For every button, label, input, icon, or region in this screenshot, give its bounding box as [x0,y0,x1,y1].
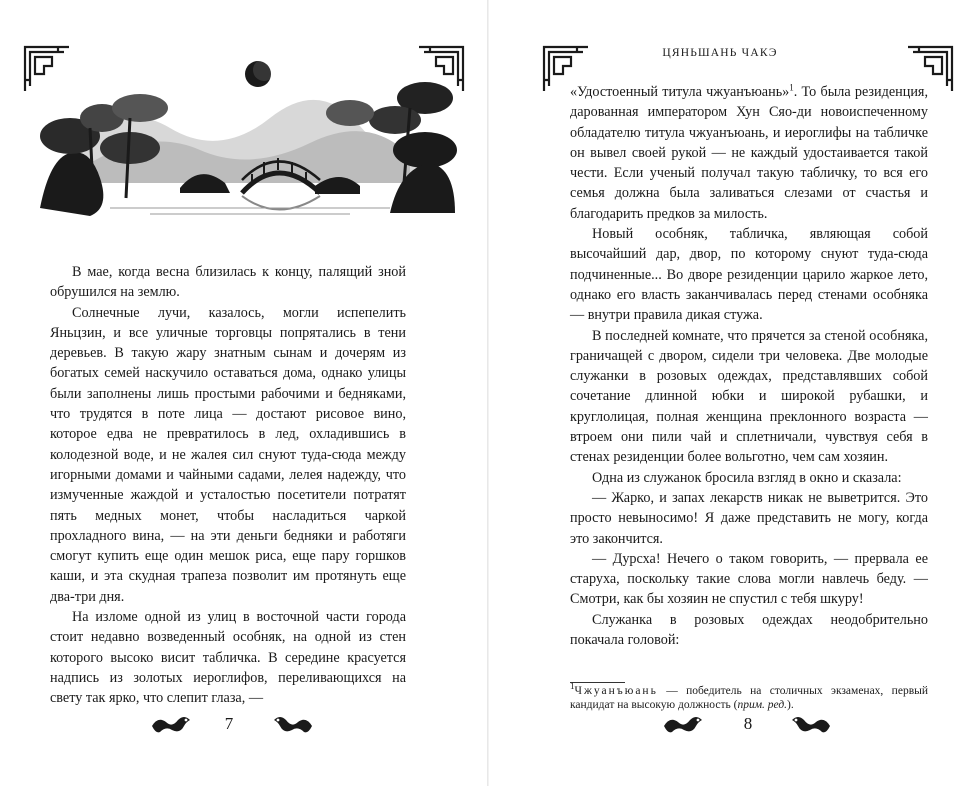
tree-icon [40,94,168,216]
right-page-text [570,82,928,650]
paragraph: В мае, когда весна близилась к концу, палящий зной обрушился на землю. [50,264,406,301]
footnote-note: прим. ред. [737,699,788,711]
paragraph: На изломе одной из улиц в восточной части города стоит недавно возведенный особняк, на одной из стен которого высоко висит табличка. В середине красуется надпись из золотых иероглифов, переливающихся на свету так ярко, что слепит глаза, — [50,609,406,707]
moon-icon [245,59,275,87]
footnote-end: ). [787,699,794,711]
running-head: ЦЯНЬШАНЬ ЧАКЭ [662,47,778,59]
paragraph: — Жарко, и запах лекарств никак не выветрится. Это просто невыносимо! Я даже представить не могу, когда это закончится. [570,489,928,547]
paragraph: Одна из служанок бросила взгляд в окно и сказала: [592,469,902,486]
paragraph: В последней комнате, что прячется за стеной особняка, граничащей с двором, сидели три человека. Две молодые служанки в розовых одеждах, представлявших собой сочетание длинной юбки и широкой рубашки, и круглолицая, полная женщина преклонного возраста — втроем они пили чай и сплетничали, чувствуя себя в стенах резиденции более вольготно, чем сам хозяин. [570,327,928,466]
footnote-rule [570,682,625,683]
paragraph-lead: «Удостоенный титула чжуанъюань» [570,84,790,100]
paragraph-text: . То была резиденция, дарованная императором Хун Сяо-ди новоиспеченному обладателю титула чжуанъюань, и иероглифы на табличке он вывел своей рукой — не каждый удостаивается такой чести. Если ученый получал такую табличку, то вся его семья должна была заливаться слезами от счастья и благодарить предков за милость. [570,84,928,222]
dragon-icon [272,712,314,738]
paragraph: Солнечные лучи, казалось, могли испепелить Яньцзин, и все уличные торговцы попрятались в тени деревьев. В такую жару знатным сынам и дочерям из богатых семей наскучило оставаться дома, однако улицы были заполнены лишь простыми рабочими и бедняками, что трудятся в поте лица — достают рисовое вино, которое едва не превратилось в лед, охладившись в колодезной воде, и не жалея сил снуют туда-сюда между игорными домами и чайными садами, лелея надежду, что измученные жаждой и усталостью посетители потратят пять медных монет, чтобы насладиться чаркой прохладного вина, — на эти деньги бедняки и работяги смогут купить еще один мешок риса, еще пару горшков каши, и эта скудная трапеза позволит им протянуть еще два-три дня. [50,304,406,605]
footnote-text: — победитель на столичных экзаменах, первый кандидат на высокую должность ( [570,685,928,711]
page-number: 8 [743,714,753,733]
landscape-illustration [30,58,460,218]
footnote [570,681,928,712]
paragraph: — Дурсха! Нечего о таком говорить, — прервала ее старуха, поскольку такие слова могли навлечь беду. — Смотри, как бы хозяин не спустил с тебя шкуру! [570,550,928,608]
paragraph: Служанка в розовых одеждах неодобрительно покачала головой: [570,611,928,649]
footnote-marker: 1 [789,82,794,93]
dragon-icon [150,712,192,738]
dragon-icon [790,712,832,738]
footnote-marker: 1 [570,681,575,692]
page-number: 7 [224,714,234,733]
left-page-text [50,262,406,709]
paragraph [570,82,928,224]
left-page [0,0,488,786]
paragraph: Новый особняк, табличка, являющая собой высочайший дар, двор, по которому снуют туда-сюда подчиненные... Во дворе резиденции царило жаркое лето, однако его власть заканчивалась перед стенами особняка — внутри правила дикая стужа. [570,226,928,324]
footnote-term: Чжуанъюань [574,685,658,697]
dragon-icon [662,712,704,738]
